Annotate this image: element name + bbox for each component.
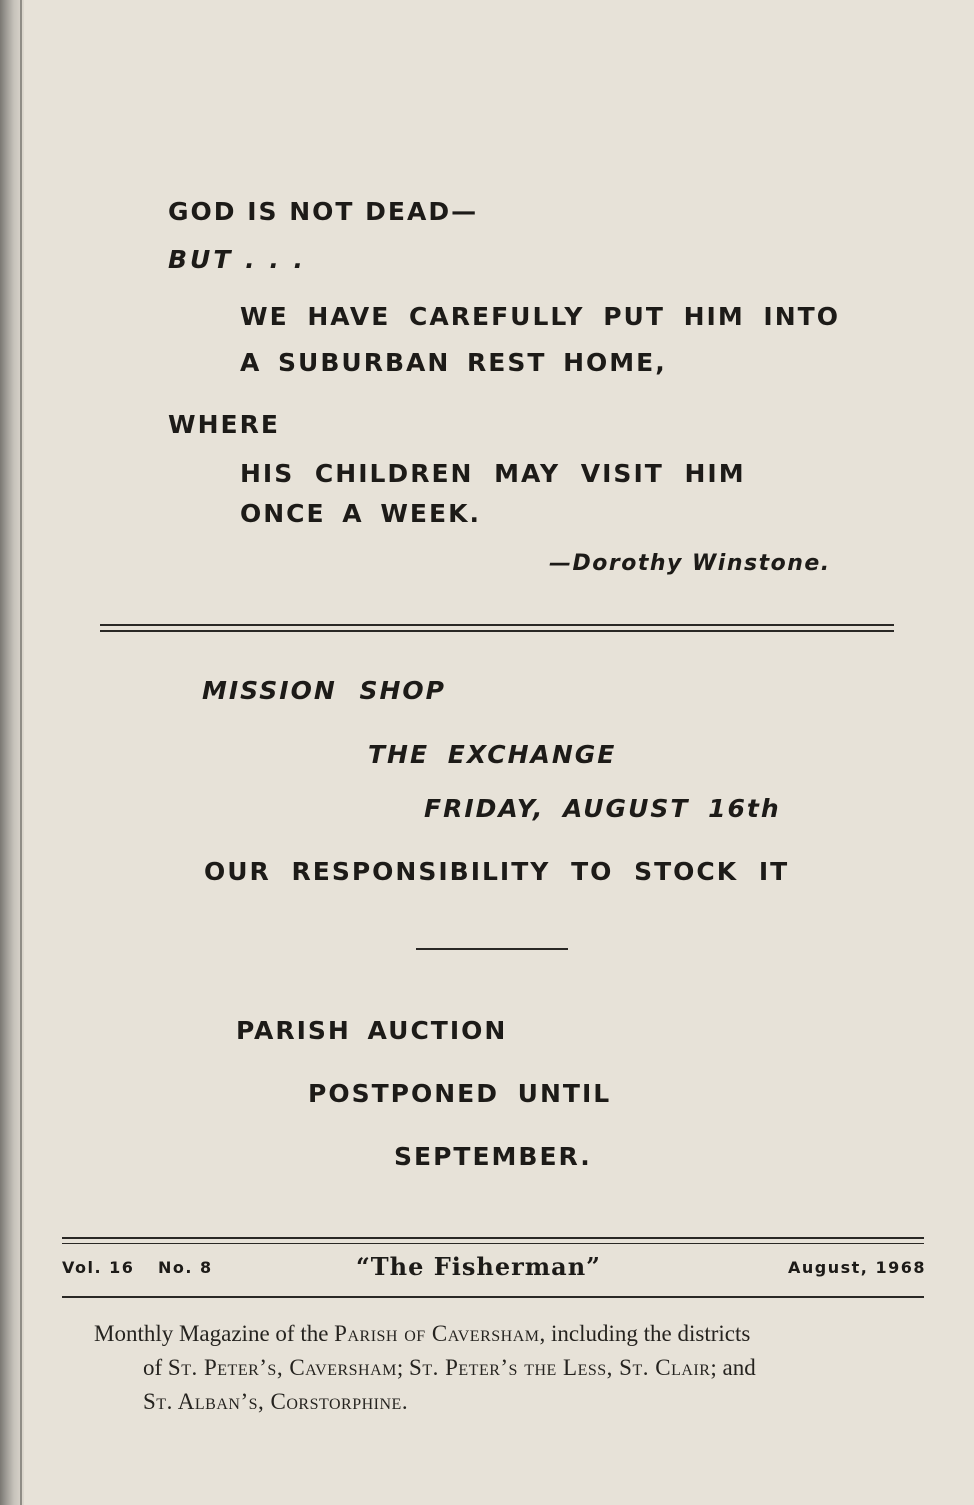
description-line-2	[143, 1351, 756, 1385]
auction-line-2: POSTPONED UNTIL	[308, 1079, 612, 1108]
district-name: St. Peter’s, Caversham	[167, 1355, 397, 1380]
mission-shop-location: THE EXCHANGE	[368, 740, 617, 769]
description-text: , including the districts	[539, 1321, 751, 1346]
poem-line-5: WHERE	[168, 410, 280, 439]
section-divider-top	[100, 624, 894, 626]
footer-volume: Vol. 16	[62, 1258, 135, 1277]
description-text: .	[401, 1389, 408, 1414]
auction-line-1: PARISH AUCTION	[236, 1016, 508, 1045]
description-line-1	[94, 1317, 750, 1351]
page-binding-edge	[20, 0, 22, 1505]
poem-line-6: HIS CHILDREN MAY VISIT HIM	[240, 459, 746, 488]
description-text: ; and	[710, 1355, 756, 1380]
mission-shop-title: MISSION SHOP	[202, 676, 446, 705]
description-text: Monthly Magazine of the	[94, 1321, 335, 1346]
poem-line-1: GOD IS NOT DEAD—	[168, 197, 479, 226]
description-line-3	[143, 1385, 408, 1419]
footer-date: August, 1968	[788, 1258, 926, 1277]
footer-magazine-title: “The Fisherman”	[356, 1252, 601, 1281]
footer-rule-top-thin	[62, 1243, 924, 1244]
poem-line-3: WE HAVE CAREFULLY PUT HIM INTO	[240, 302, 840, 331]
poem-line-2: BUT . . .	[168, 245, 307, 274]
poem-author: —Dorothy Winstone.	[549, 551, 831, 576]
short-divider	[416, 948, 568, 950]
description-text: ;	[396, 1355, 410, 1380]
parish-name: Parish of Caversham	[334, 1321, 540, 1346]
footer-issue-number: No. 8	[158, 1258, 213, 1277]
poem-line-4: A SUBURBAN REST HOME,	[240, 348, 667, 377]
district-name: St. Alban’s, Corstorphine	[143, 1389, 402, 1414]
footer-rule-bottom	[62, 1296, 924, 1298]
description-text: of	[143, 1355, 168, 1380]
poem-line-7: ONCE A WEEK.	[240, 499, 481, 528]
district-name: St. Peter’s the Less, St. Clair	[409, 1355, 711, 1380]
mission-shop-message: OUR RESPONSIBILITY TO STOCK IT	[204, 857, 790, 886]
auction-line-3: SEPTEMBER.	[394, 1142, 592, 1171]
section-divider-bottom	[100, 630, 894, 632]
footer-rule-top	[62, 1237, 924, 1239]
mission-shop-date: FRIDAY, AUGUST 16th	[424, 794, 781, 823]
